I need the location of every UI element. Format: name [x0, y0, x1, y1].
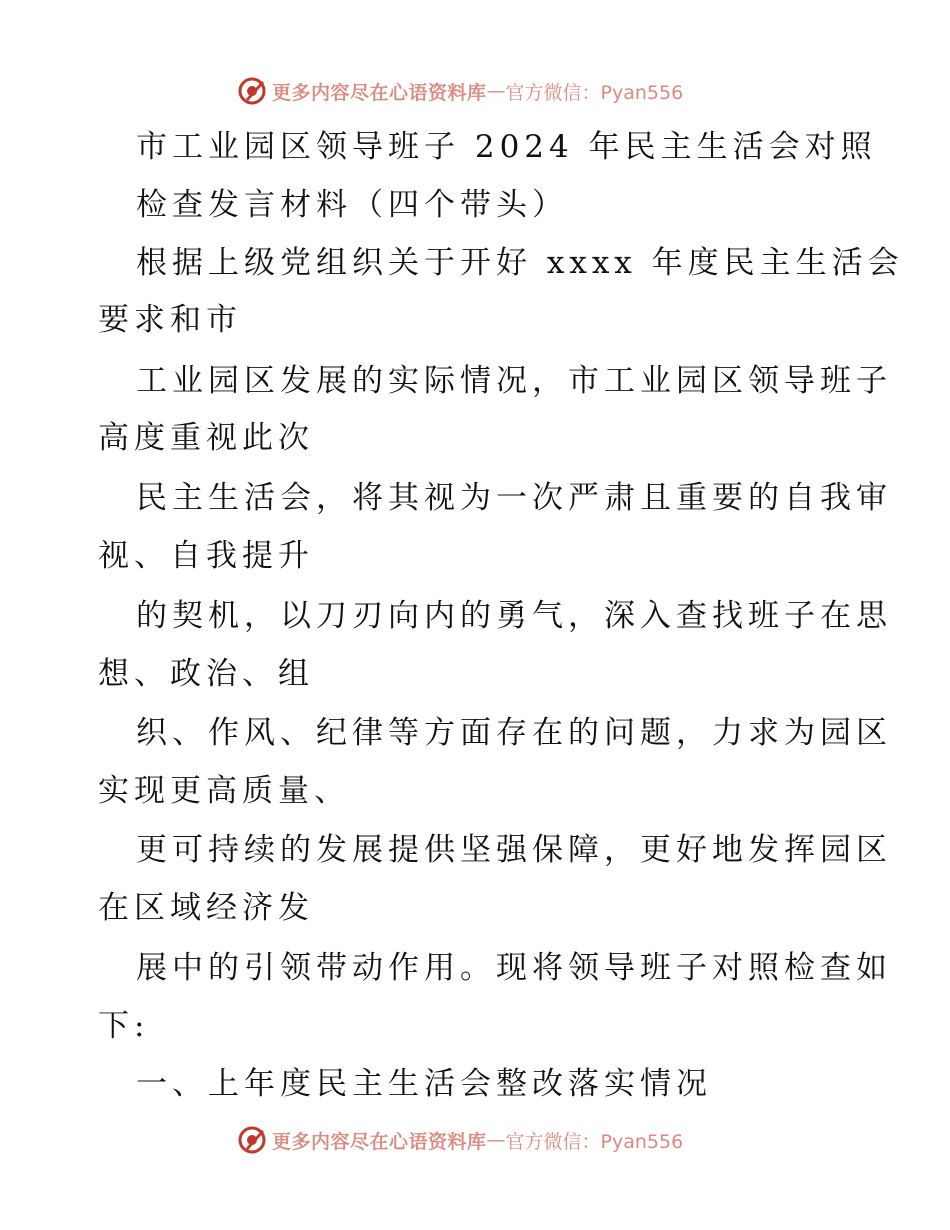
watermark-text: 更多内容尽在心语资料库	[272, 1130, 487, 1153]
watermark-official: 官方微信：Pyan556	[505, 1130, 684, 1153]
body-line: 更可持续的发展提供坚强保障，更好地发挥园区	[136, 832, 892, 868]
body-line: 的契机，以刀刃向内的勇气，深入查找班子在思	[136, 598, 892, 634]
pen-logo-icon	[236, 75, 268, 107]
watermark-dash: —	[486, 1129, 506, 1151]
body-line: 实现更高质量、	[98, 773, 350, 809]
doc-title-line-1: 市工业园区领导班子 2024 年民主生活会对照	[136, 129, 877, 165]
body-line: 根据上级党组织关于开好 xxxx 年度民主生活会	[136, 245, 904, 281]
watermark-footer	[236, 1123, 683, 1157]
body-line: 织、作风、纪律等方面存在的问题，力求为园区	[136, 715, 892, 751]
body-line: 要求和市	[98, 302, 242, 338]
body-line: 下:	[98, 1008, 150, 1044]
body-line: 在区域经济发	[98, 890, 314, 926]
doc-title-line-2: 检查发言材料（四个带头）	[136, 187, 568, 223]
watermark-official: 官方微信：Pyan556	[505, 81, 684, 104]
watermark-header	[236, 74, 683, 108]
watermark-text: 更多内容尽在心语资料库	[272, 81, 487, 104]
body-line: 视、自我提升	[98, 538, 314, 574]
pen-logo-icon	[236, 1124, 268, 1156]
body-line: 工业园区发展的实际情况，市工业园区领导班子	[136, 363, 892, 399]
body-line: 高度重视此次	[98, 420, 314, 456]
body-line: 展中的引领带动作用。现将领导班子对照检查如	[136, 950, 892, 986]
body-line: 民主生活会，将其视为一次严肃且重要的自我审	[136, 480, 892, 516]
body-line: 想、政治、组	[98, 656, 314, 692]
section-heading: 一、上年度民主生活会整改落实情况	[136, 1066, 712, 1102]
watermark-dash: —	[486, 80, 506, 102]
